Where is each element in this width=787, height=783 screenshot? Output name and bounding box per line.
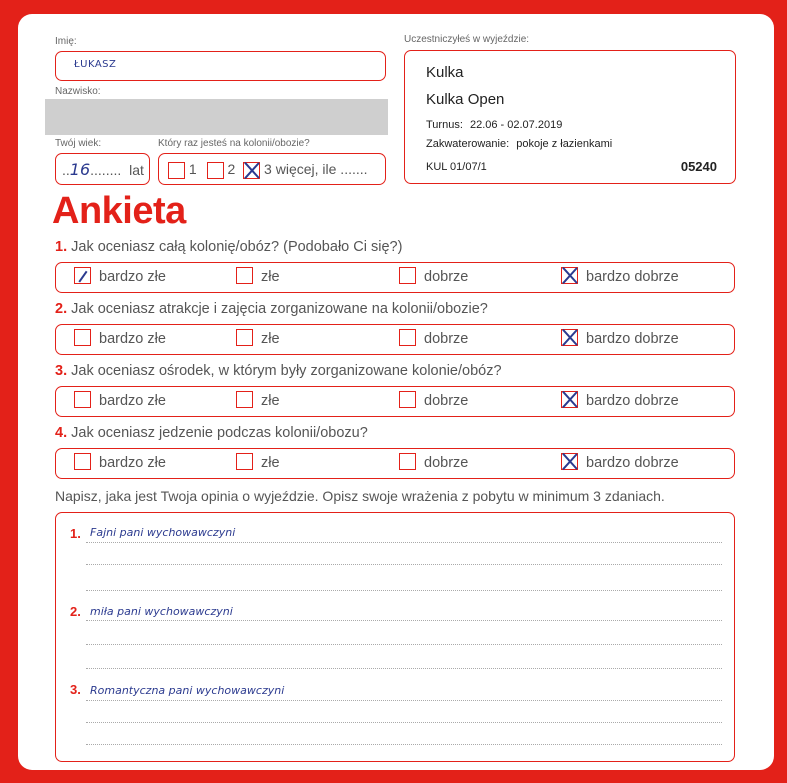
opinion-1-number: 1. <box>70 526 81 541</box>
q1-option-bardzo-zle-checkbox[interactable] <box>74 267 91 284</box>
q2-option-zle-checkbox[interactable] <box>236 329 253 346</box>
opinion-3-text: Romantyczna pani wychowawczyni <box>90 684 285 697</box>
q1-option-bardzo-zle-label: bardzo złe <box>99 269 166 285</box>
q1-option-bardzo-dobrze-label: bardzo dobrze <box>586 269 679 285</box>
opinion-3-number: 3. <box>70 682 81 697</box>
q1-option-zle-checkbox[interactable] <box>236 267 253 284</box>
zakw-label: Zakwaterowanie: <box>426 138 510 150</box>
age-value: 16 <box>69 160 91 179</box>
visit-option-3-label: 3 więcej, ile ....... <box>264 161 368 177</box>
opinion-line <box>86 590 722 591</box>
form-number: 05240 <box>680 159 717 174</box>
question-2: 2. Jak oceniasz atrakcje i zajęcia zorganizowane na kolonii/obozie? <box>55 301 488 317</box>
opinion-2-number: 2. <box>70 604 81 619</box>
q2-option-bardzo-zle-checkbox[interactable] <box>74 329 91 346</box>
q2-option-dobrze-checkbox[interactable] <box>399 329 416 346</box>
name-field[interactable] <box>55 51 386 81</box>
participant-box <box>404 50 736 184</box>
q1-option-dobrze-checkbox[interactable] <box>399 267 416 284</box>
visit-option-1-label: 1 <box>188 161 197 177</box>
q3-option-bardzo-zle-label: bardzo złe <box>99 393 166 409</box>
zakw-value: pokoje z łazienkami <box>516 138 613 150</box>
q3-option-bardzo-dobrze-checkbox[interactable] <box>561 391 578 408</box>
q4-option-dobrze-checkbox[interactable] <box>399 453 416 470</box>
q4-option-bardzo-zle-checkbox[interactable] <box>74 453 91 470</box>
turnus-value: 22.06 - 02.07.2019 <box>469 119 563 131</box>
q2-option-zle-label: złe <box>261 331 280 347</box>
survey-sheet <box>18 14 774 770</box>
age-dots-after: ........ <box>90 162 122 178</box>
visit-option-1-checkbox[interactable] <box>168 162 185 179</box>
q4-option-zle-label: złe <box>261 455 280 471</box>
name-label: Imię: <box>55 36 77 47</box>
camp-code: KUL 01/07/1 <box>426 161 487 173</box>
age-label: Twój wiek: <box>55 138 102 149</box>
survey-title: Ankieta <box>52 190 186 232</box>
opinion-box[interactable] <box>55 512 735 762</box>
q1-option-zle-label: złe <box>261 269 280 285</box>
visit-option-3-checkbox[interactable] <box>243 162 260 179</box>
q4-option-bardzo-dobrze-label: bardzo dobrze <box>586 455 679 471</box>
opinion-line <box>86 722 722 723</box>
opinion-line <box>86 542 722 543</box>
camp-program: Kulka Open <box>426 91 505 108</box>
visit-label: Który raz jesteś na kolonii/obozie? <box>158 138 310 149</box>
opinion-line <box>86 744 722 745</box>
q1-option-dobrze-label: dobrze <box>424 269 469 285</box>
zakw-line <box>426 138 612 150</box>
question-4: 4. Jak oceniasz jedzenie podczas kolonii/obozu? <box>55 425 368 441</box>
opinion-1-text: Fajni pani wychowawczyni <box>90 526 236 539</box>
age-dots-before: .. <box>62 162 70 178</box>
q2-option-bardzo-zle-label: bardzo złe <box>99 331 166 347</box>
camp-name: Kulka <box>426 64 464 81</box>
opinion-2-text: miła pani wychowawczyni <box>90 605 233 618</box>
q3-option-bardzo-dobrze-label: bardzo dobrze <box>586 393 679 409</box>
q3-option-bardzo-zle-checkbox[interactable] <box>74 391 91 408</box>
opinion-line <box>86 700 722 701</box>
q4-option-dobrze-label: dobrze <box>424 455 469 471</box>
opinion-line <box>86 564 722 565</box>
question-4-answers <box>55 448 735 479</box>
q1-option-bardzo-dobrze-checkbox[interactable] <box>561 267 578 284</box>
q3-option-dobrze-label: dobrze <box>424 393 469 409</box>
age-field[interactable] <box>55 153 150 185</box>
q3-option-zle-checkbox[interactable] <box>236 391 253 408</box>
age-unit: lat <box>129 162 144 178</box>
q3-option-zle-label: złe <box>261 393 280 409</box>
turnus-label: Turnus: <box>426 119 463 131</box>
visit-field <box>158 153 386 185</box>
q2-option-bardzo-dobrze-checkbox[interactable] <box>561 329 578 346</box>
turnus-line <box>426 119 562 131</box>
q4-option-bardzo-zle-label: bardzo złe <box>99 455 166 471</box>
q2-option-bardzo-dobrze-label: bardzo dobrze <box>586 331 679 347</box>
q4-option-bardzo-dobrze-checkbox[interactable] <box>561 453 578 470</box>
surname-redacted <box>45 99 388 135</box>
name-value: ŁUKASZ <box>74 59 117 70</box>
q3-option-dobrze-checkbox[interactable] <box>399 391 416 408</box>
visit-option-2-label: 2 <box>227 161 236 177</box>
question-3: 3. Jak oceniasz ośrodek, w którym były zorganizowane kolonie/obóz? <box>55 363 502 379</box>
q2-option-dobrze-label: dobrze <box>424 331 469 347</box>
opinion-line <box>86 644 722 645</box>
question-1-answers <box>55 262 735 293</box>
q4-option-zle-checkbox[interactable] <box>236 453 253 470</box>
opinion-line <box>86 620 722 621</box>
question-2-answers <box>55 324 735 355</box>
question-3-answers <box>55 386 735 417</box>
question-1: 1. Jak oceniasz całą kolonię/obóz? (Podobało Ci się?) <box>55 239 403 255</box>
participant-label: Uczestniczyłeś w wyjeździe: <box>404 34 530 45</box>
opinion-prompt: Napisz, jaka jest Twoja opinia o wyjeździe. Opisz swoje wrażenia z pobytu w minimum 3 zdaniach. <box>55 488 665 504</box>
opinion-line <box>86 668 722 669</box>
surname-label: Nazwisko: <box>55 86 101 97</box>
visit-option-2-checkbox[interactable] <box>207 162 224 179</box>
